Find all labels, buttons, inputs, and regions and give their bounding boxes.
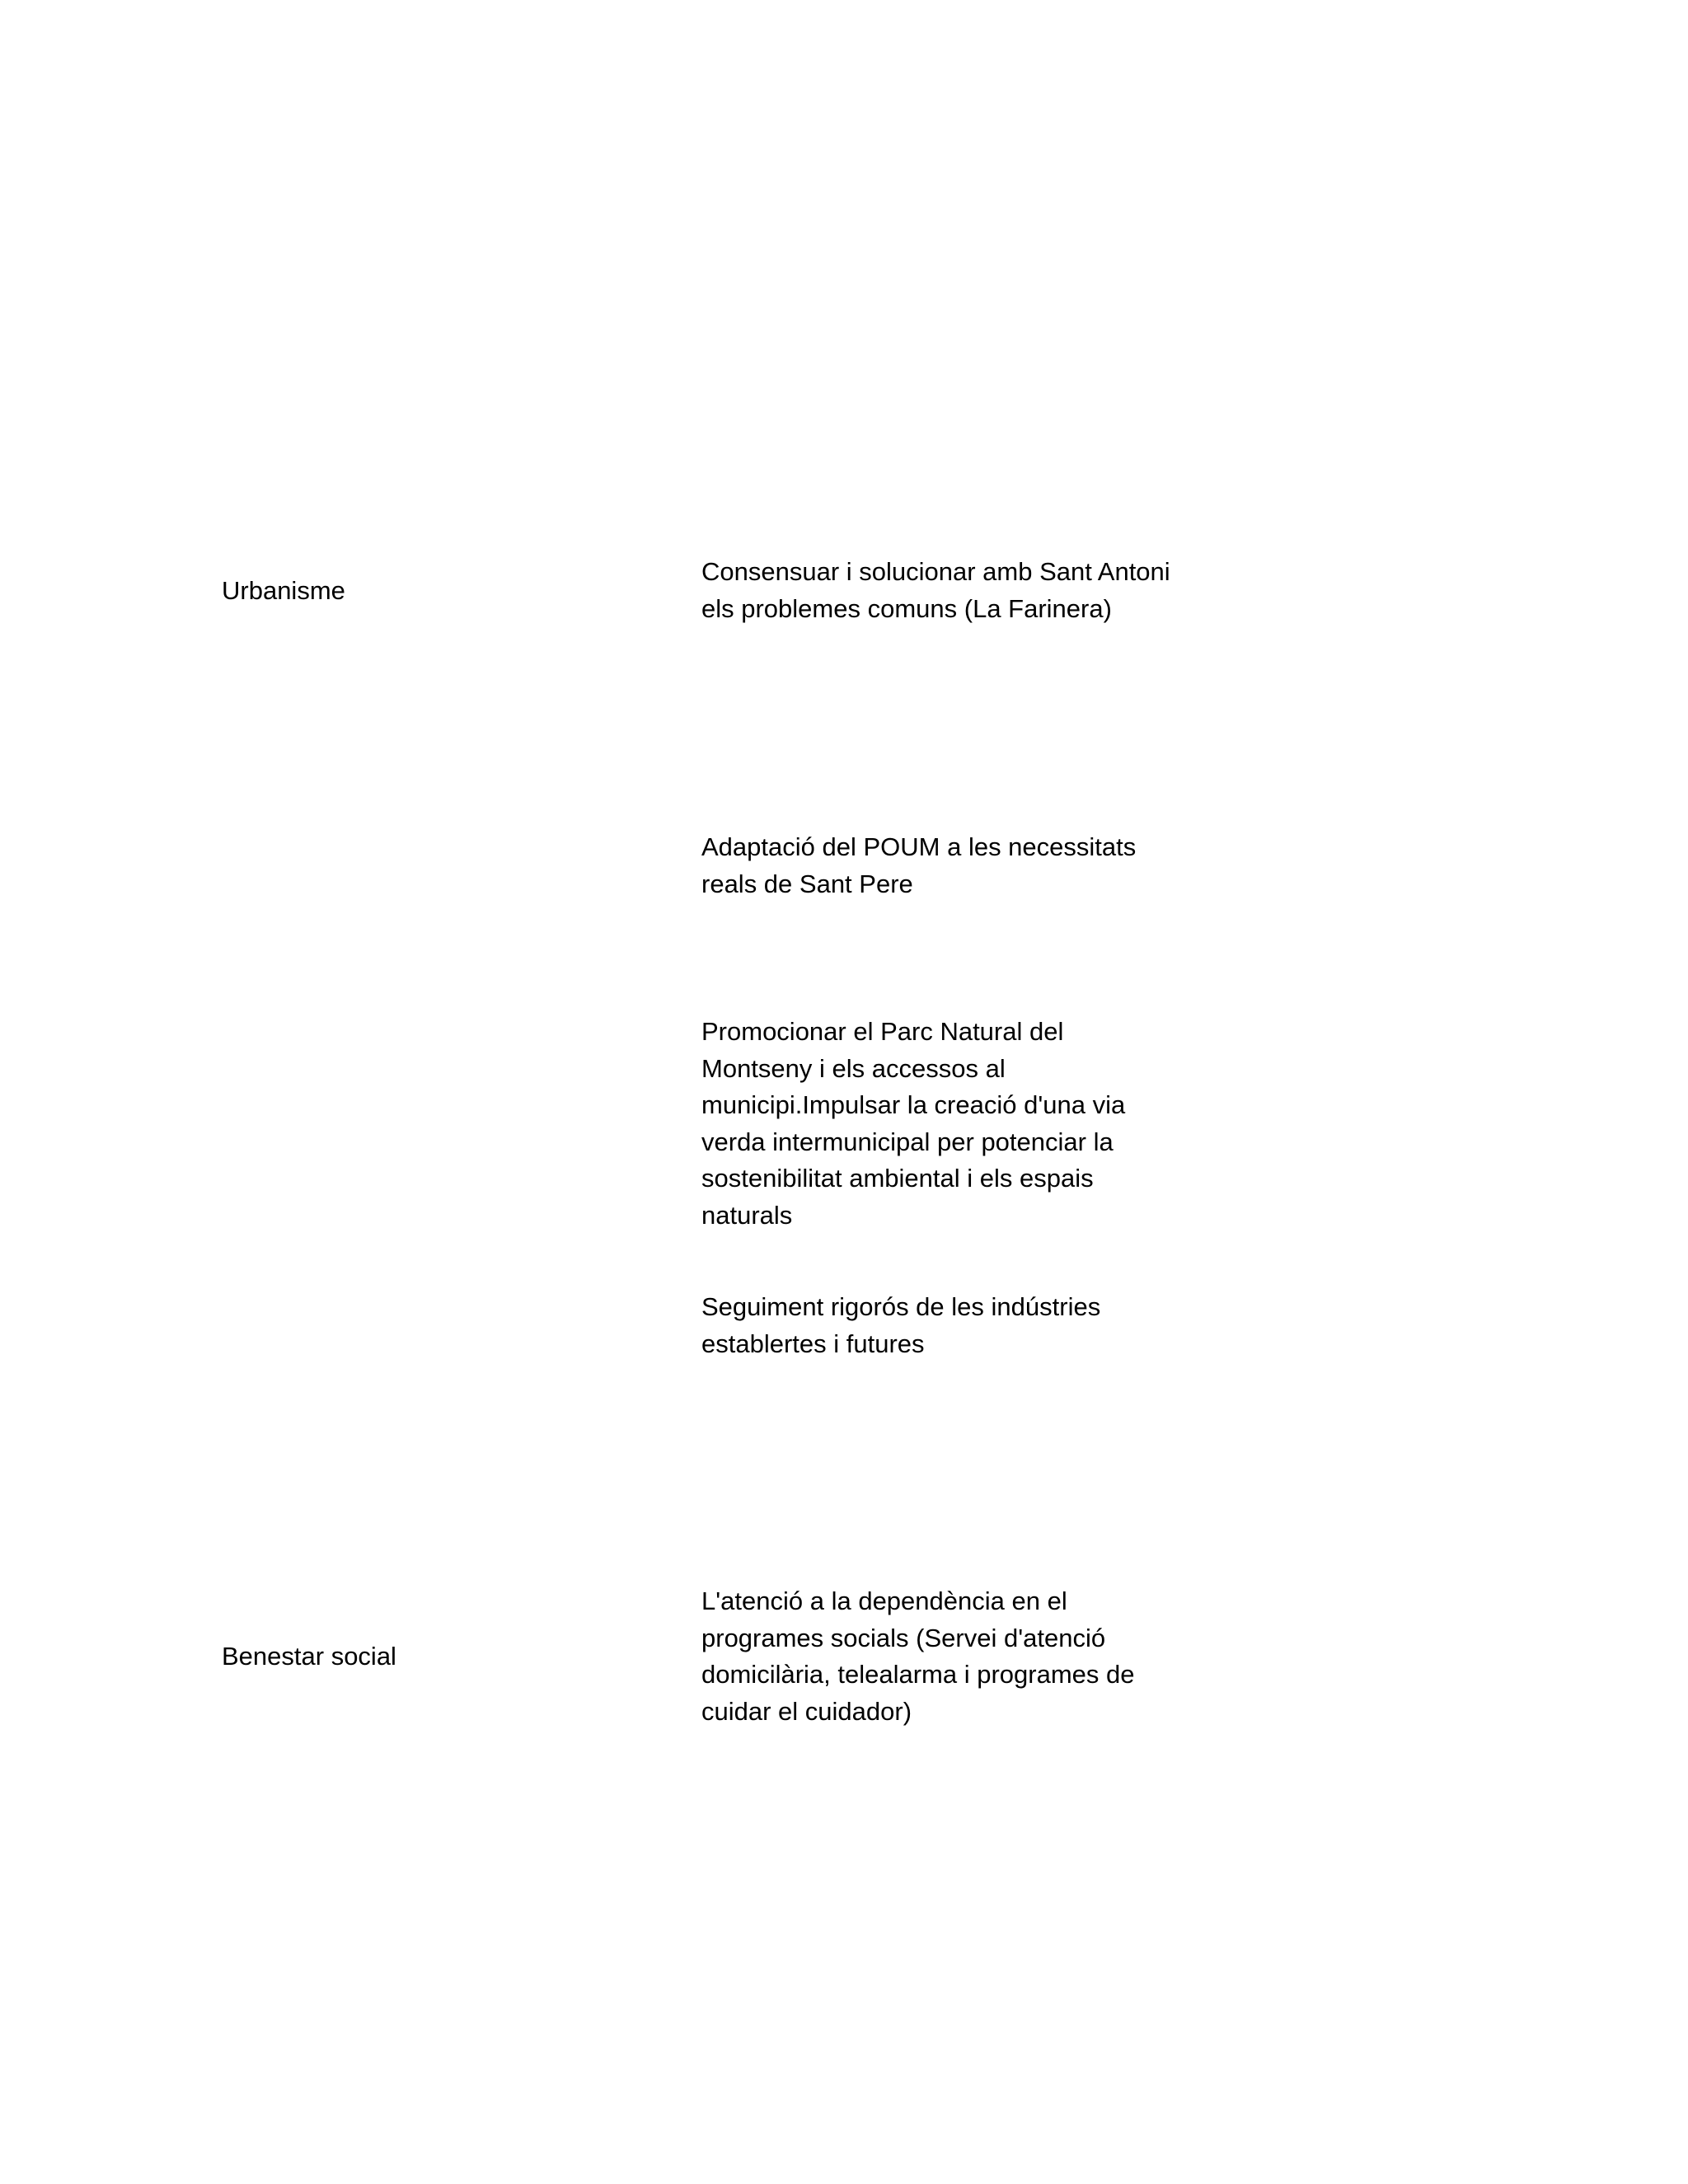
category-label-urbanisme xyxy=(222,573,345,610)
item-atencio-dependencia xyxy=(701,1583,1135,1730)
item-parc-natural xyxy=(701,1014,1125,1234)
category-label-benestar-social xyxy=(222,1638,396,1675)
item-line: programes socials (Servei d'atenció xyxy=(701,1623,1106,1652)
item-line: establertes i futures xyxy=(701,1329,925,1358)
item-line: L'atenció a la dependència en el xyxy=(701,1586,1067,1615)
item-line: domicilària, telealarma i programes de xyxy=(701,1660,1135,1689)
item-line: municipi.Impulsar la creació d'una via xyxy=(701,1090,1126,1119)
item-consensuar xyxy=(701,554,1170,627)
category-label-text: Benestar social xyxy=(222,1642,396,1671)
item-line: verda intermunicipal per potenciar la xyxy=(701,1127,1114,1156)
item-line: Consensuar i solucionar amb Sant Antoni xyxy=(701,557,1170,586)
item-seguiment-industries xyxy=(701,1289,1100,1362)
item-adaptacio-poum xyxy=(701,829,1136,902)
item-line: Seguiment rigorós de les indústries xyxy=(701,1292,1101,1321)
item-line: cuidar el cuidador) xyxy=(701,1696,912,1726)
item-line: els problemes comuns (La Farinera) xyxy=(701,593,1112,623)
item-line: reals de Sant Pere xyxy=(701,869,913,898)
category-label-text: Urbanisme xyxy=(222,576,345,605)
item-line: Adaptació del POUM a les necessitats xyxy=(701,832,1137,861)
item-line: Montseny i els accessos al xyxy=(701,1053,1006,1083)
item-line: naturals xyxy=(701,1200,793,1230)
item-line: sostenibilitat ambiental i els espais xyxy=(701,1164,1094,1193)
item-line: Promocionar el Parc Natural del xyxy=(701,1017,1064,1046)
